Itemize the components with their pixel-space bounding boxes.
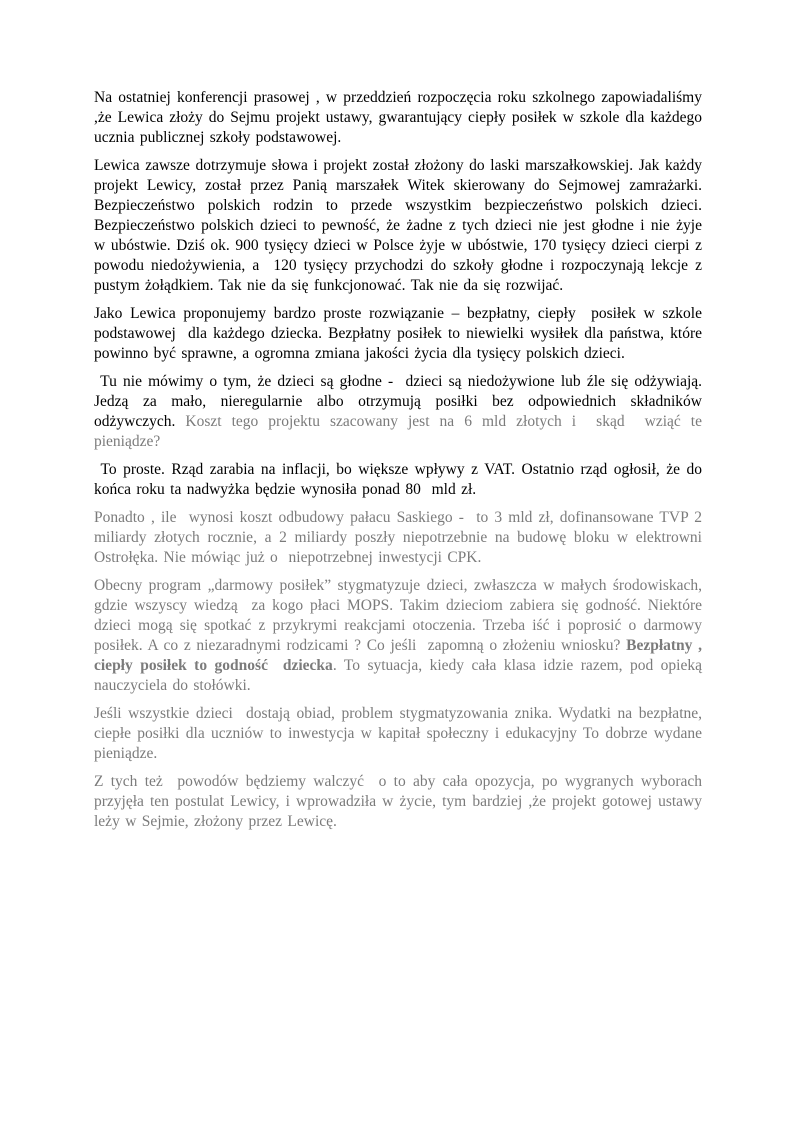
text-run: To proste. Rząd zarabia na inflacji, bo większe wpływy z VAT. Ostatnio rząd ogłosił, że do końca roku ta nadwyżka będzie wynosiła ponad 80 mld zł. bbox=[94, 461, 708, 498]
paragraph bbox=[94, 772, 708, 832]
text-run: Jako Lewica proponujemy bardzo proste rozwiązanie – bezpłatny, ciepły posiłek w szkole podstawowej dla każdego dziecka. Bezpłatny posiłek to niewielki wysiłek dla państwa, które powinno być sprawne, a ogromna zmiana jakości życia dla tysięcy polskich dzieci. bbox=[94, 305, 708, 362]
text-run: Obecny program „darmowy posiłek” stygmatyzuje dzieci, zwłaszcza w małych środowiskach, gdzie wszyscy wiedzą za kogo płaci MOPS. Takim dzieciom zabiera się godność. Niektóre dzieci mogą się spotkać z przykrymi reakcjami otoczenia. Trzeba iść i poprosić o darmowy posiłek. A co z niezaradnymi rodzicami ? Co jeśli zapomną o złożeniu wniosku? bbox=[94, 577, 713, 654]
document-body bbox=[94, 88, 713, 840]
text-run: Bezpłatny , ciepły posiłek to godność dziecka bbox=[94, 637, 708, 674]
paragraph bbox=[94, 460, 708, 500]
paragraph bbox=[94, 156, 708, 296]
text-run: . To sytuacja, kiedy cała klasa idzie razem, pod opieką nauczyciela do stołówki. bbox=[94, 657, 708, 694]
paragraph bbox=[94, 576, 713, 696]
text-run: Koszt tego projektu szacowany jest na 6 mld złotych i skąd wziąć te pieniądze? bbox=[94, 413, 713, 450]
text-run: Z tych też powodów będziemy walczyć o to aby cała opozycja, po wygranych wyborach przyjęła ten postulat Lewicy, i wprowadziła w życie, tym bardziej ,że projekt gotowej ustawy leży w Sejmie, złożony przez Lewicę. bbox=[94, 773, 708, 830]
text-run: Jeśli wszystkie dzieci dostają obiad, problem stygmatyzowania znika. Wydatki na bezpłatne, ciepłe posiłki dla uczniów to inwestycja w kapitał społeczny i edukacyjny To dobrze wydane pieniądze. bbox=[94, 705, 708, 762]
text-run: Lewica zawsze dotrzymuje słowa i projekt został złożony do laski marszałkowskiej. Jak każdy projekt Lewicy, został przez Panią marszałek Witek skierowany do Sejmowej zamrażarki. Bezpieczeństwo polskich rodzin to przede wszystkim bezpieczeństwo polskich dzieci. Bezpieczeństwo polskich dzieci to pewność, że żadne z tych dzieci nie jest głodne i nie żyje w ubóstwie. Dziś ok. 900 tysięcy dzieci w Polsce żyje w ubóstwie, 170 tysięcy dzieci cierpi z powodu niedożywienia, a 120 tysięcy przychodzi do szkoły głodne i rozpoczynają lekcje z pustym żołądkiem. Tak nie da się funkcjonować. Tak nie da się rozwijać. bbox=[94, 157, 708, 294]
text-run: Na ostatniej konferencji prasowej , w przeddzień rozpoczęcia roku szkolnego zapowiadaliśmy ,że Lewica złoży do Sejmu projekt ustawy, gwarantujący ciepły posiłek w szkole dla każdego ucznia publicznej szkoły podstawowej. bbox=[94, 89, 708, 146]
text-run: Ponadto , ile wynosi koszt odbudowy pałacu Saskiego - to 3 mld zł, dofinansowane TVP 2 miliardy złotych rocznie, a 2 miliardy poszły niepotrzebnie na budowę bloku w elektrowni Ostrołęka. Nie mówiąc już o niepotrzebnej inwestycji CPK. bbox=[94, 509, 708, 566]
paragraph bbox=[94, 88, 708, 148]
paragraph bbox=[94, 304, 708, 364]
paragraph bbox=[94, 704, 708, 764]
paragraph bbox=[94, 372, 713, 452]
text-run: Tu nie mówimy o tym, że dzieci są głodne - dzieci są niedożywione lub źle się odżywiają. Jedzą za mało, nieregularnie albo otrzymują posiłki bez odpowiednich składników odżywczych. bbox=[94, 373, 708, 430]
paragraph bbox=[94, 508, 708, 568]
